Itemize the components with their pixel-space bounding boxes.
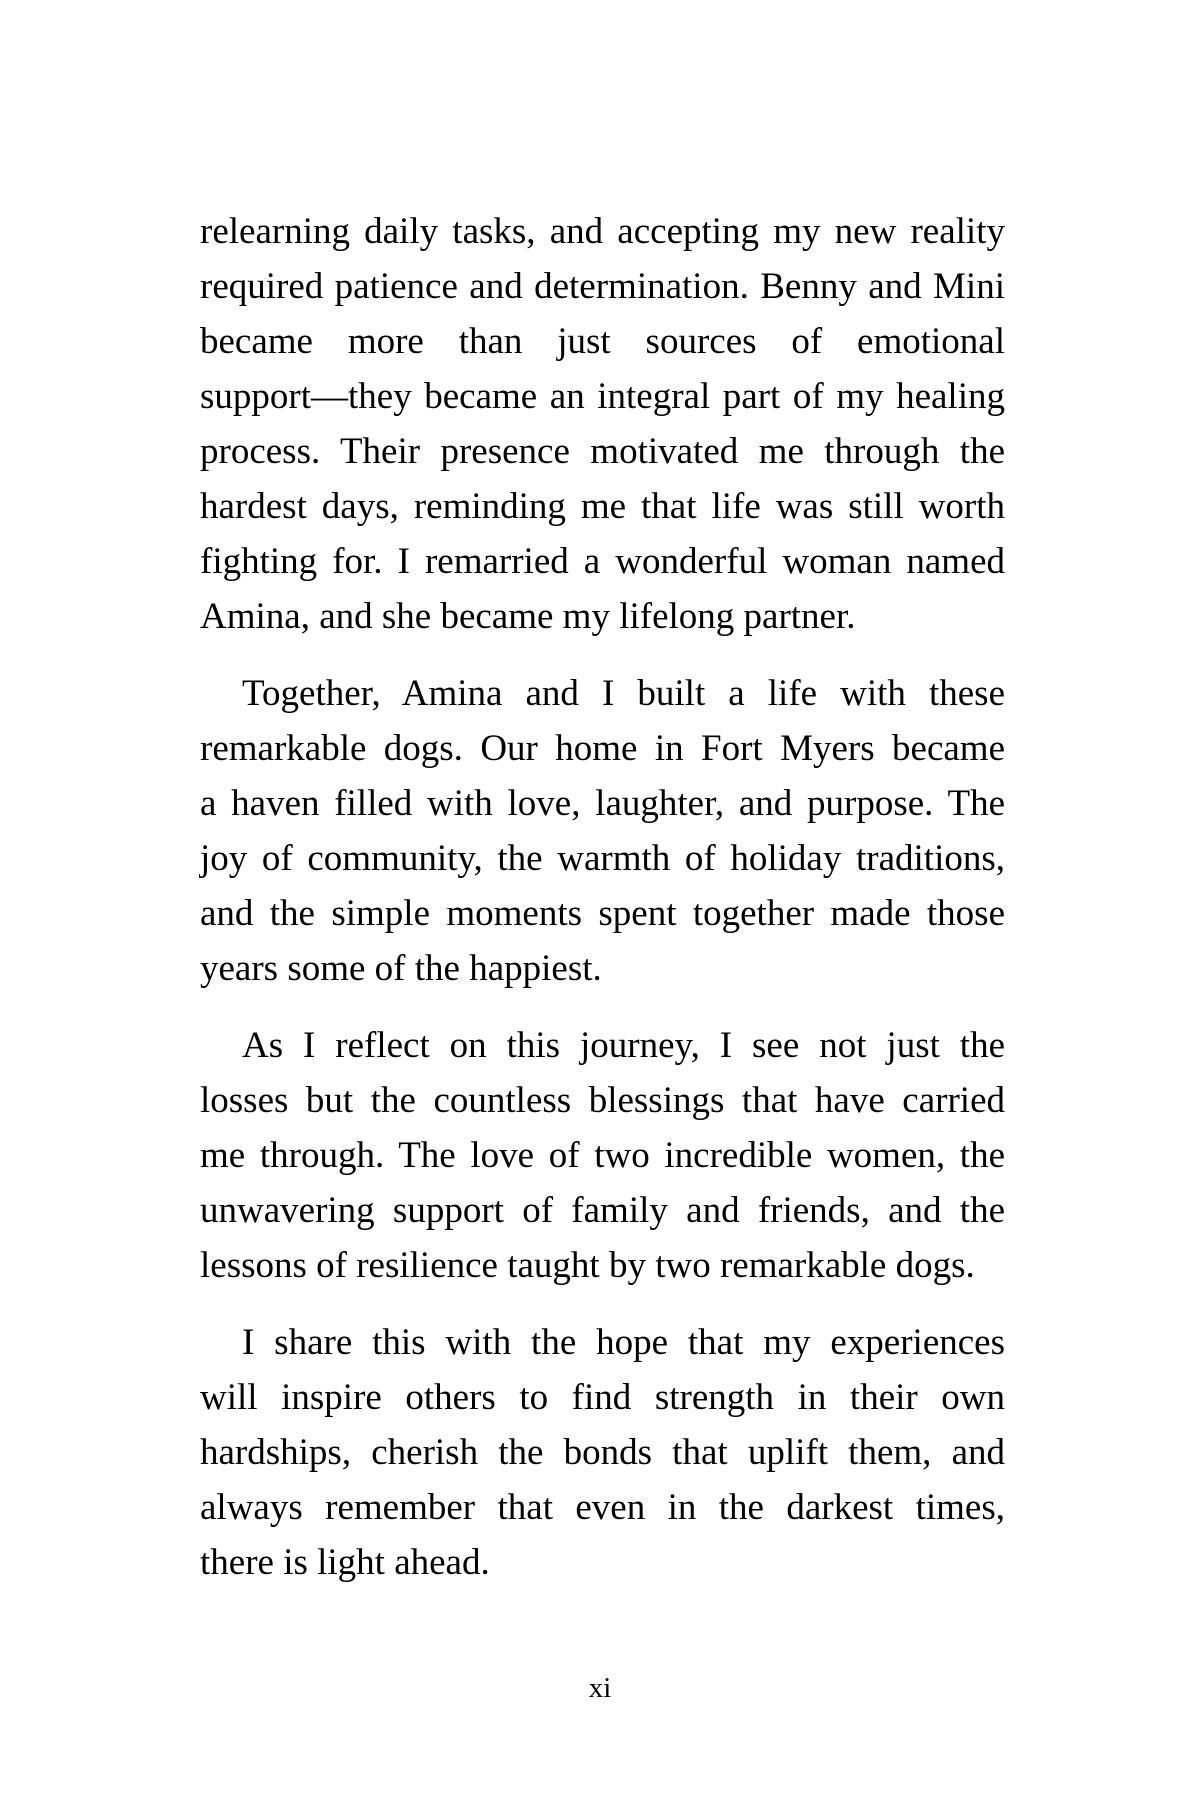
text-line: process. Their presence motivated me through the [200, 431, 1005, 472]
text-line: years some of the happiest. [200, 948, 602, 989]
text-line: and the simple moments spent together made those [200, 893, 1005, 934]
paragraph [200, 1315, 1005, 1590]
text-line: hardships, cherish the bonds that uplift them, and [200, 1432, 1005, 1473]
text-line: me through. The love of two incredible women, the [200, 1135, 1005, 1176]
text-line: unwavering support of family and friends, and the [200, 1190, 1005, 1231]
text-line: will inspire others to find strength in their own [200, 1377, 1005, 1418]
text-line: Amina, and she became my lifelong partner. [200, 596, 856, 637]
paragraph [200, 204, 1005, 644]
text-line: required patience and determination. Benny and Mini [200, 266, 1005, 307]
text-line: relearning daily tasks, and accepting my new reality [200, 211, 1005, 252]
text-line: remarkable dogs. Our home in Fort Myers became [200, 728, 1005, 769]
text-line: losses but the countless blessings that have carried [200, 1080, 1005, 1121]
text-line: always remember that even in the darkest times, [200, 1487, 1005, 1528]
paragraph [200, 1018, 1005, 1293]
text-line: support—they became an integral part of my healing [200, 376, 1005, 417]
page-number: xi [588, 1672, 612, 1704]
text-line: lessons of resilience taught by two remarkable dogs. [200, 1245, 975, 1286]
text-line: there is light ahead. [200, 1542, 490, 1583]
text-line: became more than just sources of emotional [200, 321, 1005, 362]
page-text [200, 204, 1005, 1590]
paragraph [200, 666, 1005, 996]
text-line: I share this with the hope that my experiences [242, 1322, 1005, 1363]
text-line: hardest days, reminding me that life was still worth [200, 486, 1005, 527]
text-line: Together, Amina and I built a life with these [242, 673, 1005, 714]
text-line: fighting for. I remarried a wonderful woman named [200, 541, 1005, 582]
text-line: joy of community, the warmth of holiday traditions, [200, 838, 1005, 879]
text-line: a haven filled with love, laughter, and purpose. The [200, 783, 1005, 824]
text-line: As I reflect on this journey, I see not just the [242, 1025, 1005, 1066]
